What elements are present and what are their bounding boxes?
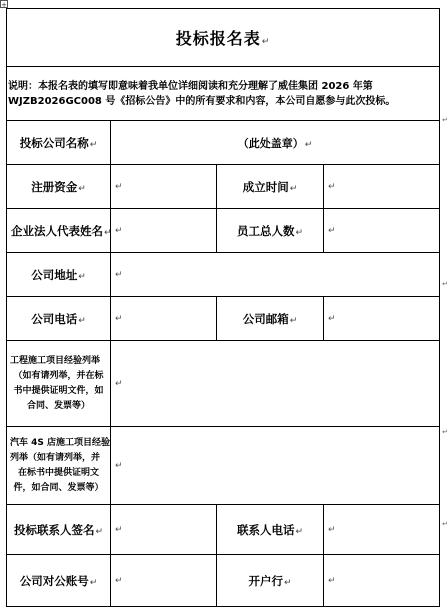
note-line-2: WJZB2026GC008 号《招标公告》中的所有要求和内容，本公司自愿参与此次投标。	[8, 95, 396, 107]
car-exp-line-1: 汽车 4S 店施工项目经验	[10, 437, 111, 448]
engineering-experience-label-cell	[7, 341, 111, 427]
note-row	[7, 67, 440, 121]
bank-label: 开户行	[248, 573, 283, 588]
contact-sign-input-cell[interactable]	[111, 505, 217, 555]
bank-row	[7, 555, 440, 607]
paragraph-mark: ↵	[115, 460, 123, 471]
paragraph-mark: ↵	[115, 524, 123, 535]
address-label: 公司地址	[31, 267, 78, 282]
employees-label: 员工总人数	[236, 223, 295, 238]
email-input-cell[interactable]	[324, 297, 440, 341]
eng-exp-line-4: 合同、发票等）	[26, 400, 90, 411]
founded-input-cell[interactable]	[324, 165, 440, 209]
car-dealer-experience-row	[7, 427, 440, 505]
company-name-row	[7, 121, 440, 165]
paragraph-mark: ↵	[115, 269, 123, 280]
table-move-handle[interactable]: +	[1, 1, 7, 9]
legal-rep-input-cell[interactable]	[111, 209, 217, 253]
form-title: 投标报名表	[175, 29, 261, 48]
engineering-experience-input-cell[interactable]	[111, 341, 440, 427]
paragraph-mark: ↵	[115, 313, 123, 324]
capital-row	[7, 165, 440, 209]
reg-capital-input-cell[interactable]	[111, 165, 217, 209]
paragraph-mark: ↵	[78, 183, 86, 194]
contact-person-row	[7, 505, 440, 555]
account-label-cell	[7, 555, 111, 607]
paragraph-mark: ↵	[328, 575, 336, 586]
company-name-input-cell[interactable]	[111, 121, 440, 165]
registration-form-table	[6, 8, 440, 607]
paragraph-mark: ↵	[115, 225, 123, 236]
note-line-1: 说明：本报名表的填写即意味着我单位详细阅读和充分理解了威佳集团 2026 年第	[8, 80, 373, 92]
contact-sign-label: 投标联系人签名	[13, 522, 95, 537]
employees-input-cell[interactable]	[324, 209, 440, 253]
email-label-cell	[217, 297, 324, 341]
email-label: 公司邮箱	[242, 311, 289, 326]
car-exp-line-3: 在标书中提供证明文	[17, 467, 99, 478]
company-name-label-cell	[7, 121, 111, 165]
address-label-cell	[7, 253, 111, 297]
seal-hint: （此处盖章）	[237, 136, 304, 150]
paragraph-mark: ↵	[328, 313, 336, 324]
row-end-mark: ↵	[442, 428, 448, 436]
account-input-cell[interactable]	[111, 555, 217, 607]
paragraph-mark: ↵	[115, 378, 123, 389]
employees-label-cell	[217, 209, 324, 253]
bank-label-cell	[217, 555, 324, 607]
paragraph-mark: ↵	[289, 315, 298, 326]
contact-phone-input-cell[interactable]	[324, 505, 440, 555]
phone-label: 公司电话	[31, 311, 78, 326]
paragraph-mark: ↵	[304, 139, 313, 150]
account-label: 公司对公账号	[19, 573, 89, 588]
legal-rep-label-cell	[7, 209, 111, 253]
address-row	[7, 253, 440, 297]
paragraph-mark: ↵	[115, 575, 123, 586]
contact-phone-label: 联系人电话	[236, 522, 295, 537]
row-end-mark: ↵	[442, 280, 448, 288]
car-exp-line-4: 件，如合同、发票等）	[13, 482, 104, 493]
contact-row	[7, 297, 440, 341]
car-dealer-experience-input-cell[interactable]	[111, 427, 440, 505]
paragraph-mark: ↵	[289, 183, 298, 194]
contact-phone-label-cell	[217, 505, 324, 555]
paragraph-mark: ↵	[261, 37, 271, 47]
bank-input-cell[interactable]	[324, 555, 440, 607]
paragraph-mark: ↵	[328, 524, 336, 535]
note-cell	[7, 67, 440, 121]
company-name-label: 投标公司名称	[19, 135, 89, 150]
phone-input-cell[interactable]	[111, 297, 217, 341]
reg-capital-label: 注册资金	[31, 179, 78, 194]
paragraph-mark: ↵	[295, 526, 304, 537]
paragraph-mark: ↵	[295, 227, 304, 238]
contact-sign-label-cell	[7, 505, 111, 555]
paragraph-mark: ↵	[95, 526, 104, 537]
engineering-experience-row	[7, 341, 440, 427]
eng-exp-line-1: 工程施工项目经验列举	[10, 355, 101, 366]
paragraph-mark: ↵	[78, 271, 86, 282]
paragraph-mark: ↵	[115, 181, 123, 192]
paragraph-mark: ↵	[78, 315, 86, 326]
paragraph-mark: ↵	[283, 577, 292, 588]
row-end-mark: ↵	[442, 116, 448, 124]
founded-label: 成立时间	[242, 179, 289, 194]
founded-label-cell	[217, 165, 324, 209]
legal-rep-row	[7, 209, 440, 253]
legal-rep-label: 企业法人代表姓名	[11, 223, 103, 238]
paragraph-mark: ↵	[104, 227, 112, 238]
car-dealer-experience-label-cell	[7, 427, 111, 505]
reg-capital-label-cell	[7, 165, 111, 209]
row-end-mark: ↵	[442, 520, 448, 528]
eng-exp-line-2: （如有请列举，并在标	[13, 370, 104, 381]
phone-label-cell	[7, 297, 111, 341]
title-row	[7, 9, 440, 67]
paragraph-mark: ↵	[89, 139, 98, 150]
car-exp-line-2: 列举（如有请列举，并	[10, 452, 101, 463]
paragraph-mark: ↵	[328, 225, 336, 236]
paragraph-mark: ↵	[328, 181, 336, 192]
paragraph-mark: ↵	[89, 577, 98, 588]
address-input-cell[interactable]	[111, 253, 440, 297]
form-title-cell	[7, 9, 440, 67]
eng-exp-line-3: 书中提供证明文件，如	[13, 385, 104, 396]
